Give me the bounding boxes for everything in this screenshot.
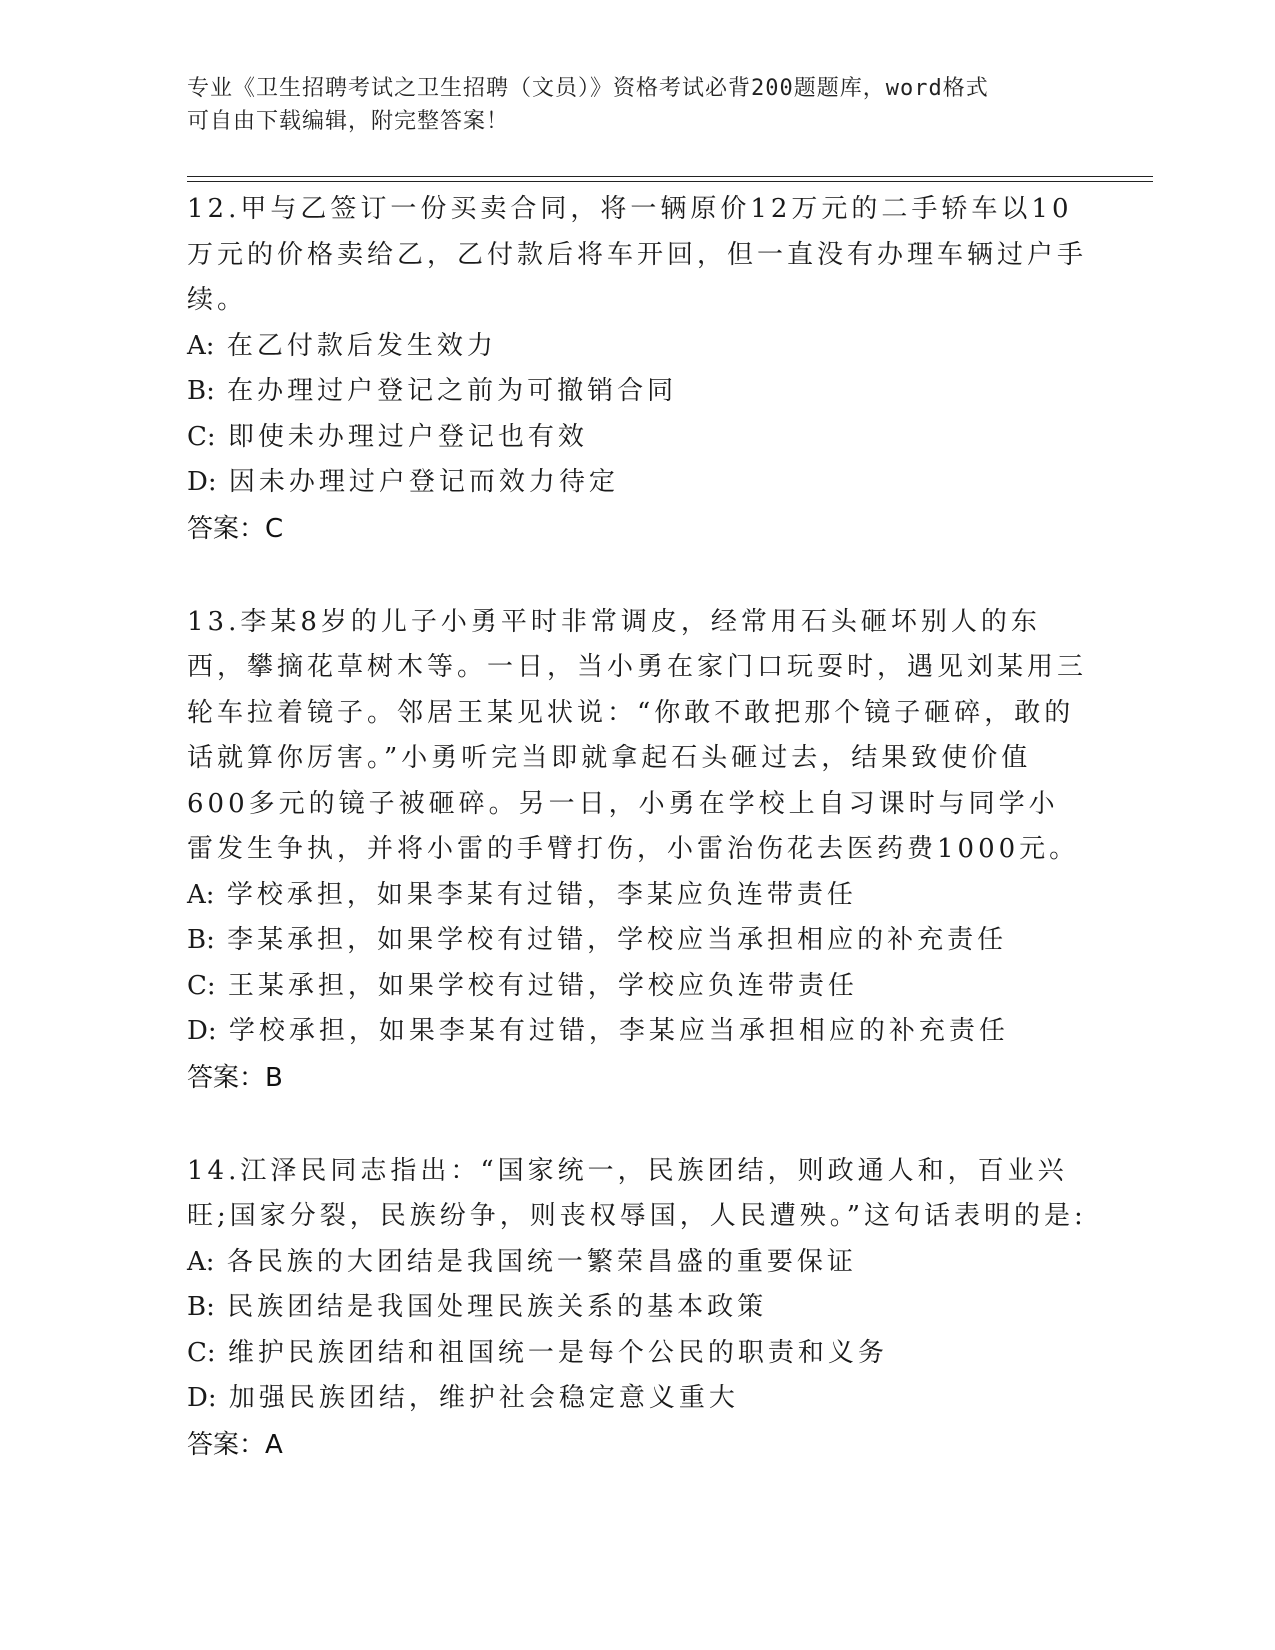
- option-text: 民族团结是我国处理民族关系的基本政策: [227, 1292, 768, 1322]
- option-letter: A:: [187, 879, 215, 910]
- option-text: 学校承担，如果李某有过错，李某应负连带责任: [226, 879, 857, 910]
- option-letter: D:: [187, 467, 217, 497]
- option-c: [187, 1331, 1087, 1377]
- option-c: [187, 415, 1087, 461]
- option-text: 因未办理过户登记而效力待定: [228, 467, 619, 497]
- question-stem: 13.李某8岁的儿子小勇平时非常调皮，经常用石头砸坏别人的东西，攀摘花草树木等。一日，当小勇在家门口玩耍时，遇见刘某用三轮车拉着镜子。邻居王某见状说：“你敢不敢把那个镜子砸碎，敢的话就算你厉害。”小勇听完当即就拿起石头砸过去，结果致使价值600多元的镜子被砸碎。另一日，小勇在学校上自习课时与同学小雷发生争执，并将小雷的手臂打伤，小雷治伤花去医药费1000元。: [187, 606, 1088, 864]
- option-text: 各民族的大团结是我国统一繁荣昌盛的重要保证: [226, 1246, 857, 1277]
- option-letter: C:: [187, 421, 216, 452]
- option-text: 维护民族团结和祖国统一是每个公民的职责和义务: [227, 1337, 888, 1368]
- answer-line: 答案：C: [187, 513, 284, 544]
- question-stem: 12.甲与乙签订一份买卖合同，将一辆原价12万元的二手轿车以10万元的价格卖给乙，乙付款后将车开回，但一直没有办理车辆过户手续。: [187, 194, 1088, 315]
- option-text: 在乙付款后发生效力: [226, 330, 497, 361]
- option-c: [187, 964, 1087, 1010]
- option-text: 即使未办理过户登记也有效: [227, 421, 588, 452]
- document-header: [187, 72, 1087, 138]
- option-letter: B:: [187, 925, 215, 955]
- option-text: 王某承担，如果学校有过错，学校应负连带责任: [227, 970, 858, 1001]
- option-d: [187, 460, 1087, 506]
- option-b: [187, 1285, 1087, 1331]
- question-13: [187, 600, 1087, 1101]
- option-b: [187, 918, 1087, 964]
- option-letter: C:: [187, 1337, 216, 1368]
- option-letter: C:: [187, 970, 216, 1001]
- option-a: [187, 324, 1087, 370]
- option-text: 学校承担，如果李某有过错，李某应当承担相应的补充责任: [228, 1016, 1009, 1046]
- option-letter: A:: [187, 330, 215, 361]
- answer-line: 答案：B: [187, 1062, 283, 1093]
- option-letter: D:: [187, 1383, 217, 1413]
- option-text: 在办理过户登记之前为可撤销合同: [227, 376, 678, 406]
- question-list: [187, 187, 1087, 1516]
- header-divider-bottom: [187, 181, 1153, 182]
- header-divider-top: [187, 176, 1153, 177]
- option-text: 加强民族团结，维护社会稳定意义重大: [228, 1383, 739, 1413]
- option-letter: B:: [187, 1292, 215, 1322]
- option-text: 李某承担，如果学校有过错，学校应当承担相应的补充责任: [227, 925, 1008, 955]
- option-d: [187, 1376, 1087, 1422]
- option-b: [187, 369, 1087, 415]
- option-letter: D:: [187, 1016, 217, 1046]
- option-letter: B:: [187, 376, 215, 406]
- header-line-1: 专业《卫生招聘考试之卫生招聘（文员）》资格考试必背200题题库，word格式: [187, 76, 989, 101]
- question-12: [187, 187, 1087, 552]
- option-a: [187, 873, 1087, 919]
- question-14: [187, 1149, 1087, 1468]
- option-letter: A:: [187, 1246, 215, 1277]
- option-d: [187, 1009, 1087, 1055]
- answer-line: 答案：A: [187, 1429, 283, 1460]
- header-line-2: 可自由下载编辑，附完整答案！: [187, 109, 510, 134]
- option-a: [187, 1240, 1087, 1286]
- question-stem: 14.江泽民同志指出：“国家统一，民族团结，则政通人和，百业兴旺;国家分裂，民族纷争，则丧权辱国，人民遭殃。”这句话表明的是:: [187, 1155, 1087, 1231]
